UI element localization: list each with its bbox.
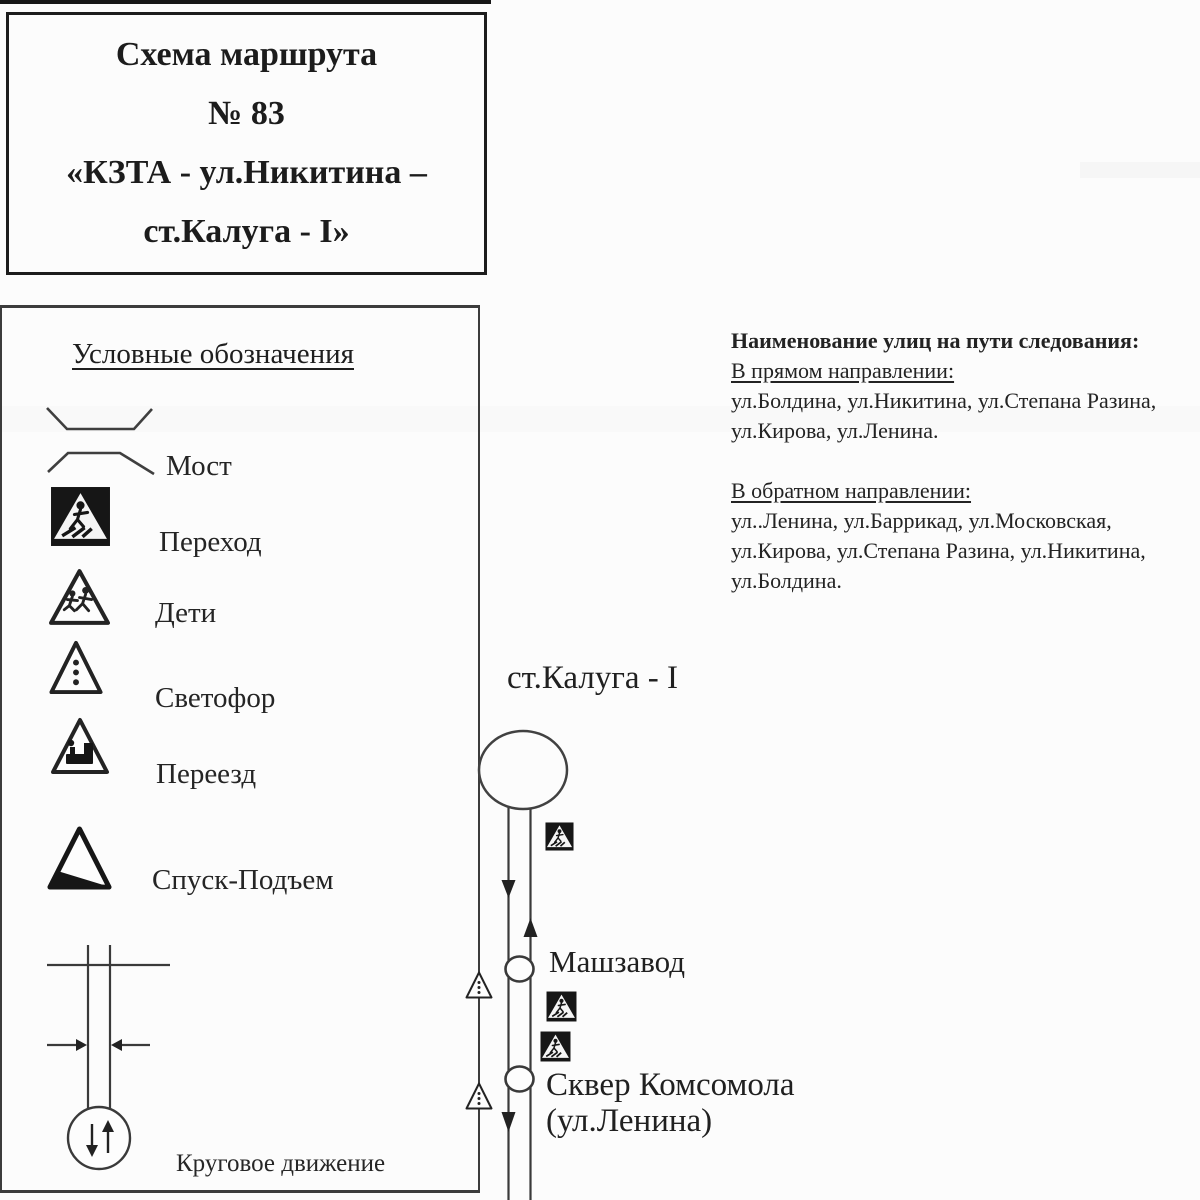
streets-heading: Наименование улиц на пути следования:	[731, 328, 1140, 353]
scan-artifact	[1080, 162, 1200, 178]
slope-icon	[45, 823, 114, 894]
legend-label-traffic-light: Светофор	[155, 682, 276, 714]
forward-streets-line: ул.Кирова, ул.Ленина.	[731, 418, 939, 443]
railway-crossing-icon	[49, 715, 111, 777]
legend-label-bridge: Мост	[166, 450, 232, 482]
route-number: № 83	[208, 95, 285, 132]
scheme-title: Схема маршрута	[115, 36, 378, 73]
bridge-icon	[45, 402, 157, 476]
legend-label-roundabout: Круговое движение	[176, 1150, 386, 1177]
legend-label-children: Дети	[155, 597, 217, 629]
forward-streets-line: ул.Болдина, ул.Никитина, ул.Степана Разина,	[731, 388, 1157, 413]
pedestrian-crossing-icon	[540, 1031, 571, 1062]
legend-label-slope: Спуск-Подъем	[152, 864, 334, 896]
legend-label-railway: Переезд	[156, 758, 257, 790]
legend-title: Условные обозначения	[72, 338, 354, 370]
stop-label-skver-komsomola: Сквер Комсомола	[546, 1067, 795, 1103]
legend-label-crossing: Переход	[159, 526, 262, 558]
up-arrow-icon	[524, 918, 538, 937]
route-title-box	[6, 12, 487, 275]
reverse-direction-heading: В обратном направлении:	[731, 478, 972, 503]
traffic-light-icon	[465, 1081, 493, 1111]
down-arrow-icon	[502, 880, 516, 898]
scan-top-edge	[0, 0, 491, 4]
route-endpoints-line2: ст.Калуга - I»	[143, 213, 350, 250]
forward-direction-heading: В прямом направлении:	[731, 358, 955, 383]
reverse-streets-line: ул..Ленина, ул.Баррикад, ул.Московская,	[731, 508, 1112, 533]
pedestrian-crossing-icon	[546, 991, 577, 1022]
stop-circle-skver-komsomola	[506, 1067, 534, 1092]
route-endpoints-line1: «КЗТА - ул.Никитина –	[66, 154, 427, 191]
down-arrow-icon	[502, 1112, 516, 1132]
streets-info-block	[731, 326, 1200, 596]
roundabout-icon	[40, 936, 180, 1176]
pedestrian-crossing-icon	[50, 486, 111, 547]
terminal-circle	[479, 731, 567, 809]
stop-circle-mashzavod	[506, 957, 534, 982]
stop-label-skver-komsomola-street: (ул.Ленина)	[546, 1103, 713, 1139]
stop-label-mashzavod: Машзавод	[549, 944, 686, 979]
traffic-light-icon	[465, 970, 493, 1000]
terminal-label: ст.Калуга - I	[507, 660, 678, 696]
traffic-light-icon	[47, 639, 105, 696]
children-icon	[47, 567, 112, 627]
pedestrian-crossing-icon	[545, 822, 574, 851]
reverse-streets-line: ул.Кирова, ул.Степана Разина, ул.Никитина,	[731, 538, 1146, 563]
reverse-streets-line: ул.Болдина.	[731, 568, 842, 593]
